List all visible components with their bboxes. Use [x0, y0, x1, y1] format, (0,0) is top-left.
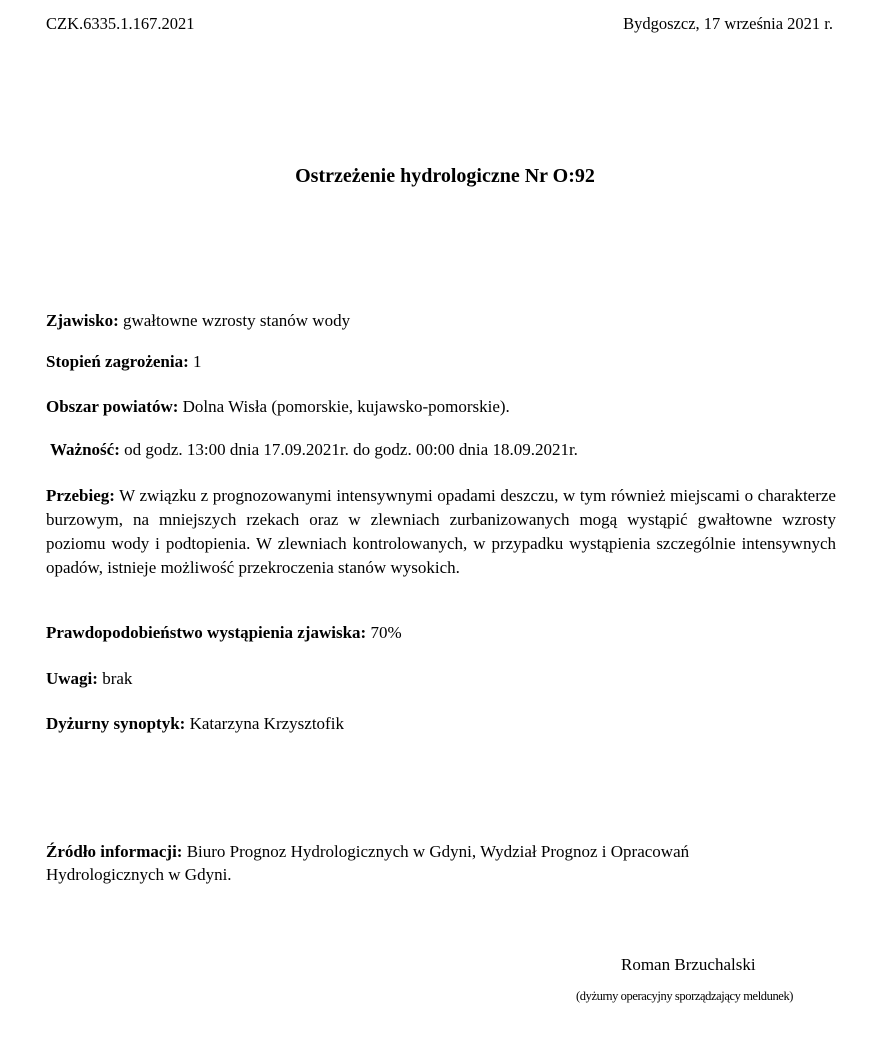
- field-obszar-value: Dolna Wisła (pomorskie, kujawsko-pomorskie).: [182, 397, 510, 416]
- field-zrodlo-label: Źródło informacji:: [46, 842, 183, 861]
- document-title: Ostrzeżenie hydrologiczne Nr O:92: [295, 165, 595, 187]
- reference-number: CZK.6335.1.167.2021: [46, 14, 195, 33]
- field-przebieg-value: W związku z prognozowanymi intensywnymi opadami deszczu, w tym również miejscami o charakterze burzowym, na mniejszych rzekach oraz w zlewniach zurbanizowanych mogą wystąpić gwałtowne wzrosty poziomu wody i podtopienia. W zlewniach kontrolowanych, w przypadku wystąpienia szczególnie intensywnych opadów, istnieje możliwość przekroczenia stanów wysokich.: [46, 486, 836, 577]
- field-waznosc-value: od godz. 13:00 dnia 17.09.2021r. do godz. 00:00 dnia 18.09.2021r.: [124, 440, 578, 459]
- field-stopien-value: 1: [193, 352, 202, 371]
- field-obszar-powiatow: [46, 395, 836, 418]
- field-uwagi-value: brak: [102, 669, 133, 688]
- field-dyzurny-value: Katarzyna Krzysztofik: [189, 714, 344, 733]
- field-obszar-label: Obszar powiatów:: [46, 397, 179, 416]
- field-stopien-zagrozenia: [46, 350, 836, 373]
- place-and-date: Bydgoszcz, 17 września 2021 r.: [623, 14, 833, 33]
- field-zrodlo-informacji: [46, 840, 806, 886]
- signature-name: Roman Brzuchalski: [621, 955, 756, 974]
- field-uwagi-label: Uwagi:: [46, 669, 98, 688]
- field-waznosc-label: Ważność:: [50, 440, 120, 459]
- field-waznosc: [50, 438, 840, 461]
- field-stopien-label: Stopień zagrożenia:: [46, 352, 189, 371]
- field-zjawisko-label: Zjawisko:: [46, 311, 119, 330]
- field-dyzurny-label: Dyżurny synoptyk:: [46, 714, 186, 733]
- field-zrodlo-value: Biuro Prognoz Hydrologicznych w Gdyni, Wydział Prognoz i Opracowań Hydrologicznych w Gdyni.: [46, 842, 690, 884]
- field-przebieg-label: Przebieg:: [46, 486, 115, 505]
- field-przebieg: [46, 484, 836, 580]
- signature-role: (dyżurny operacyjny sporządzający meldunek): [576, 989, 794, 1003]
- field-prawdopodobienstwo: [46, 621, 836, 644]
- field-dyzurny-synoptyk: [46, 712, 836, 735]
- field-zjawisko-value: gwałtowne wzrosty stanów wody: [122, 311, 351, 330]
- field-zjawisko: [46, 309, 836, 332]
- field-prawdopodobienstwo-label: Prawdopodobieństwo wystąpienia zjawiska:: [46, 623, 367, 642]
- field-uwagi: [46, 667, 836, 690]
- field-prawdopodobienstwo-value: 70%: [370, 623, 402, 642]
